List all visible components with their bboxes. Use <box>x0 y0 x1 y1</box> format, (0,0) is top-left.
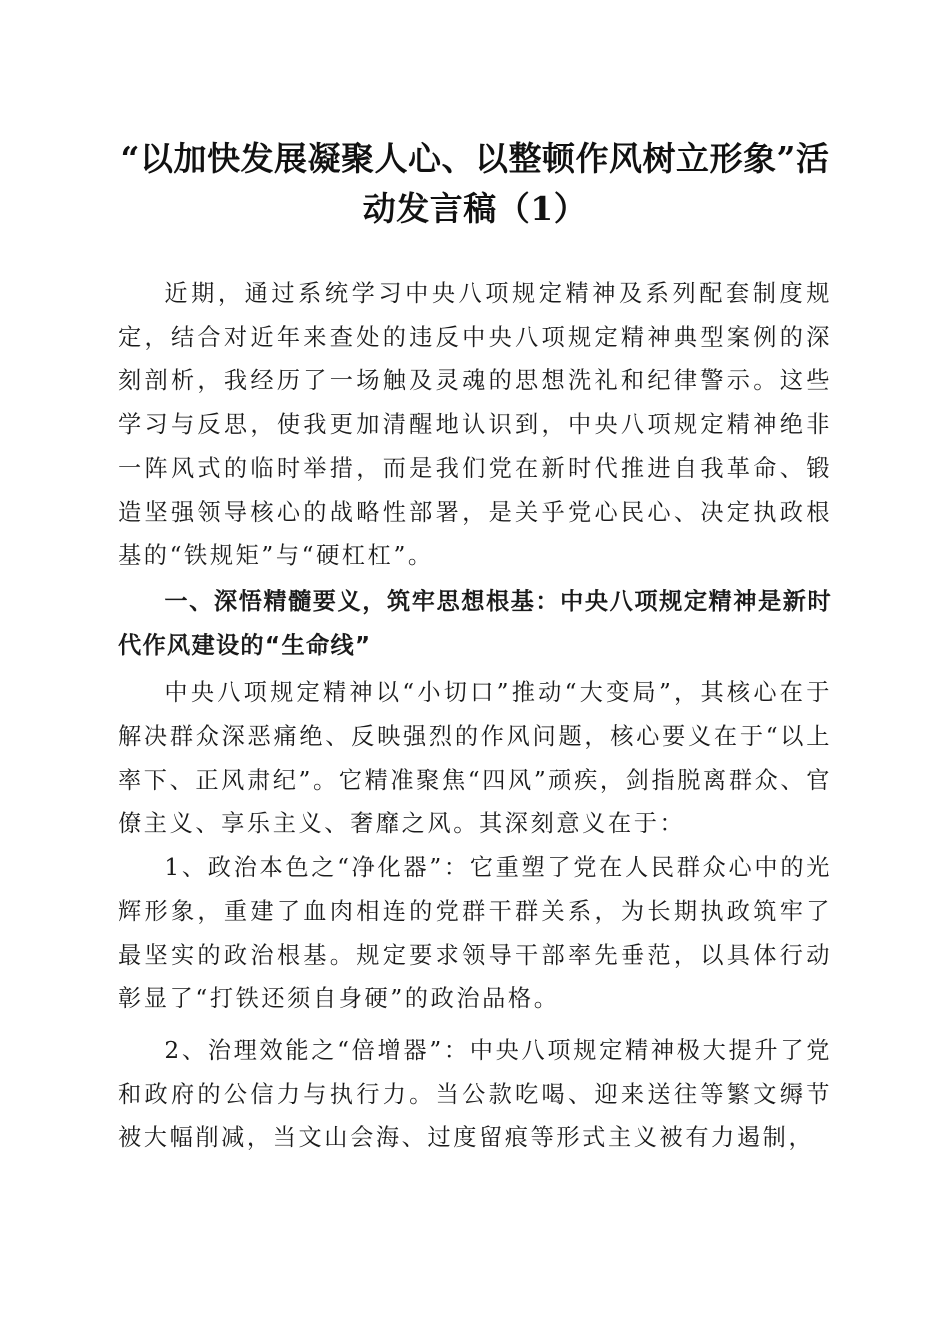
document-title: “以加快发展凝聚人心、以整顿作风树立形象”活动发言稿（1） <box>120 139 830 228</box>
paragraph-intro: 近期，通过系统学习中央八项规定精神及系列配套制度规定，结合对近年来查处的违反中央八项规定精神典型案例的深刻剖析，我经历了一场触及灵魂的思想洗礼和纪律警示。这些学习与反思，使我更加清醒地认识到，中央八项规定精神绝非一阵风式的临时举措，而是我们党在新时代推进自我革命、锻造坚强领导核心的战略性部署，是关乎党心民心、决定执政根基的“铁规矩”与“硬杠杠”。 <box>118 280 832 570</box>
paragraph-point-1: 1、政治本色之“净化器”：它重塑了党在人民群众心中的光辉形象，重建了血肉相连的党群干群关系，为长期执政筑牢了最坚实的政治根基。规定要求领导干部率先垂范，以具体行动彰显了“打铁还须自身硬”的政治品格。 <box>118 854 832 1013</box>
section-heading-1: 一、深悟精髓要义，筑牢思想根基：中央八项规定精神是新时代作风建设的“生命线” <box>118 587 832 659</box>
paragraph-point-2: 2、治理效能之“倍增器”：中央八项规定精神极大提升了党和政府的公信力与执行力。当公款吃喝、迎来送往等繁文缛节被大幅削减，当文山会海、过度留痕等形式主义被有力遏制， <box>118 1036 832 1152</box>
paragraph-core-meaning: 中央八项规定精神以“小切口”推动“大变局”，其核心在于解决群众深恶痛绝、反映强烈的作风问题，核心要义在于“以上率下、正风肃纪”。它精准聚焦“四风”顽疾，剑指脱离群众、官僚主义、享乐主义、奢靡之风。其深刻意义在于： <box>118 679 832 838</box>
document-body <box>118 272 832 1160</box>
